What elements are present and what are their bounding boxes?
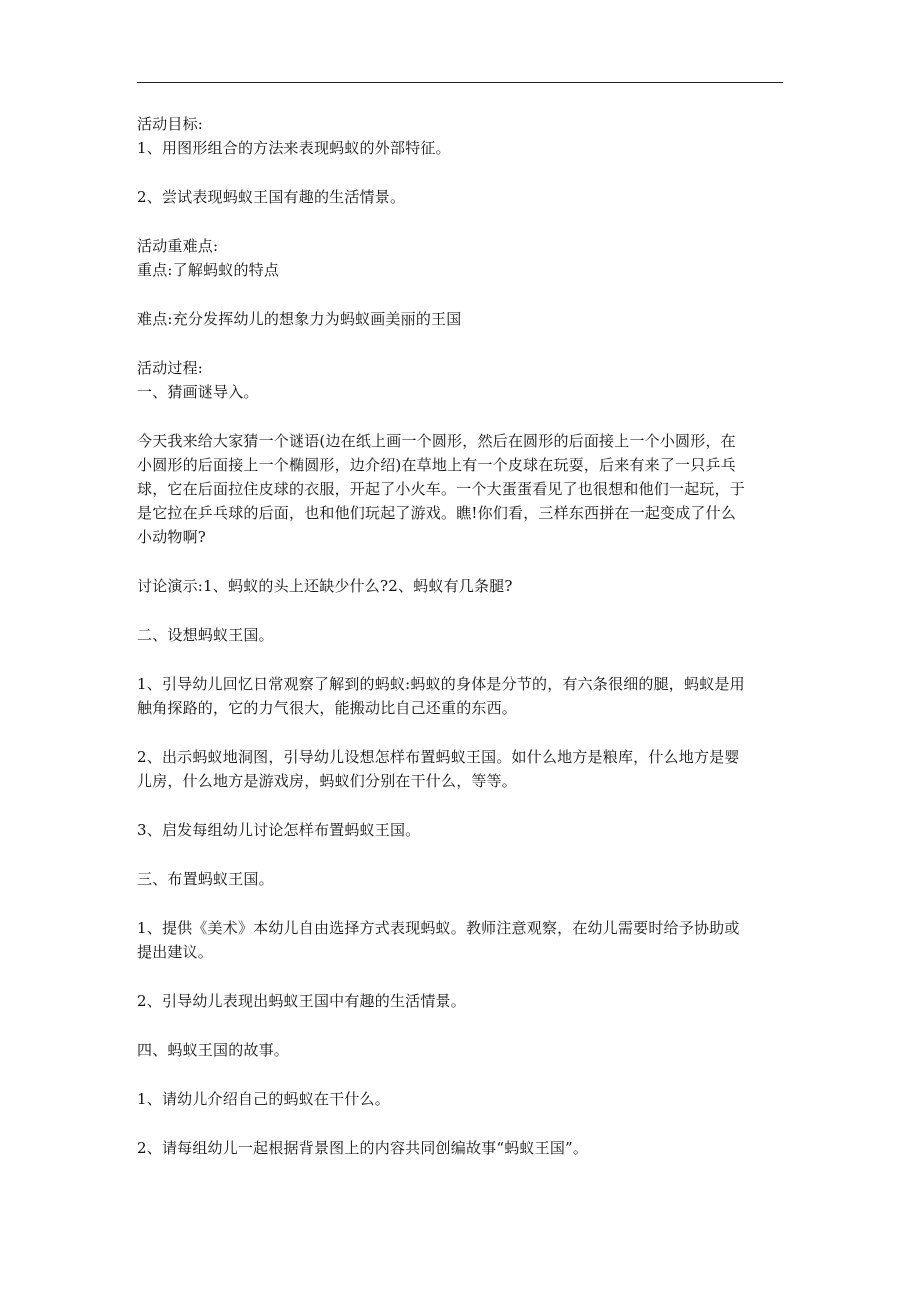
paragraph-line: 触角探路的，它的力气很大，能搬动比自己还重的东西。 — [137, 699, 518, 717]
block-section-2-item-1 — [137, 672, 787, 720]
block-riddle — [137, 429, 787, 549]
section-3-heading: 三、布置蚂蚁王国。 — [137, 870, 274, 888]
block-goals — [137, 112, 787, 160]
document-body — [137, 112, 787, 1160]
paragraph-line: 1、提供《美术》本幼儿自由选择方式表现蚂蚁。教师注意观察，在幼儿需要时给予协助或 — [137, 919, 740, 937]
riddle-line: 球，它在后面拉住皮球的衣服，开起了小火车。一个大蛋蛋看见了也很想和他们一起玩，于 — [137, 480, 746, 498]
paragraph-line: 提出建议。 — [137, 943, 214, 961]
block-section-4-item-1 — [137, 1087, 787, 1111]
block-section-2 — [137, 623, 787, 647]
block-discussion — [137, 574, 787, 598]
block-section-4-item-2 — [137, 1136, 787, 1160]
header-rule — [137, 82, 783, 83]
riddle-line: 是它拉在乒乓球的后面，也和他们玩起了游戏。瞧!你们看，三样东西拼在一起变成了什么 — [137, 504, 737, 522]
process-heading: 活动过程: — [137, 359, 204, 377]
block-section-3 — [137, 867, 787, 891]
paragraph-line: 2、出示蚂蚁地洞图，引导幼儿设想怎样布置蚂蚁王国。如什么地方是粮库，什么地方是婴 — [137, 748, 740, 766]
paragraph-line: 1、引导幼儿回忆日常观察了解到的蚂蚁:蚂蚁的身体是分节的，有六条很细的腿，蚂蚁是用 — [137, 675, 745, 693]
section-2-heading: 二、设想蚂蚁王国。 — [137, 626, 274, 644]
riddle-line: 小圆形的后面接上一个椭圆形，边介绍)在草地上有一个皮球在玩耍，后来有来了一只乒乓 — [137, 456, 736, 474]
goal-1: 1、用图形组合的方法来表现蚂蚁的外部特征。 — [137, 139, 451, 157]
section-4-heading: 四、蚂蚁王国的故事。 — [137, 1041, 290, 1059]
block-section-3-item-2 — [137, 989, 787, 1013]
block-difficulty — [137, 307, 787, 331]
riddle-line: 小动物啊? — [137, 528, 207, 546]
block-goal-2 — [137, 185, 787, 209]
paragraph-line: 2、引导幼儿表现出蚂蚁王国中有趣的生活情景。 — [137, 992, 466, 1010]
block-section-2-item-3 — [137, 818, 787, 842]
block-section-4 — [137, 1038, 787, 1062]
key-point: 重点:了解蚂蚁的特点 — [137, 261, 280, 279]
riddle-line: 今天我来给大家猜一个谜语(边在纸上画一个圆形，然后在圆形的后面接上一个小圆形，在 — [137, 432, 736, 450]
goal-2: 2、尝试表现蚂蚁王国有趣的生活情景。 — [137, 188, 406, 206]
section-1-heading: 一、猜画谜导入。 — [137, 383, 259, 401]
paragraph-line: 3、启发每组幼儿讨论怎样布置蚂蚁王国。 — [137, 821, 421, 839]
paragraph-line: 儿房，什么地方是游戏房，蚂蚁们分别在干什么，等等。 — [137, 772, 518, 790]
paragraph-line: 2、请每组幼儿一起根据背景图上的内容共同创编故事“蚂蚁王国”。 — [137, 1139, 589, 1157]
block-process — [137, 356, 787, 404]
block-key-points — [137, 234, 787, 282]
block-section-2-item-2 — [137, 745, 787, 793]
paragraph-line: 1、请幼儿介绍自己的蚂蚁在干什么。 — [137, 1090, 390, 1108]
key-points-heading: 活动重难点: — [137, 237, 219, 255]
goals-heading: 活动目标: — [137, 115, 204, 133]
discussion-line: 讨论演示:1、蚂蚁的头上还缺少什么?2、蚂蚁有几条腿? — [137, 577, 513, 595]
block-section-3-item-1 — [137, 916, 787, 964]
difficulty-point: 难点:充分发挥幼儿的想象力为蚂蚁画美丽的王国 — [137, 310, 462, 328]
